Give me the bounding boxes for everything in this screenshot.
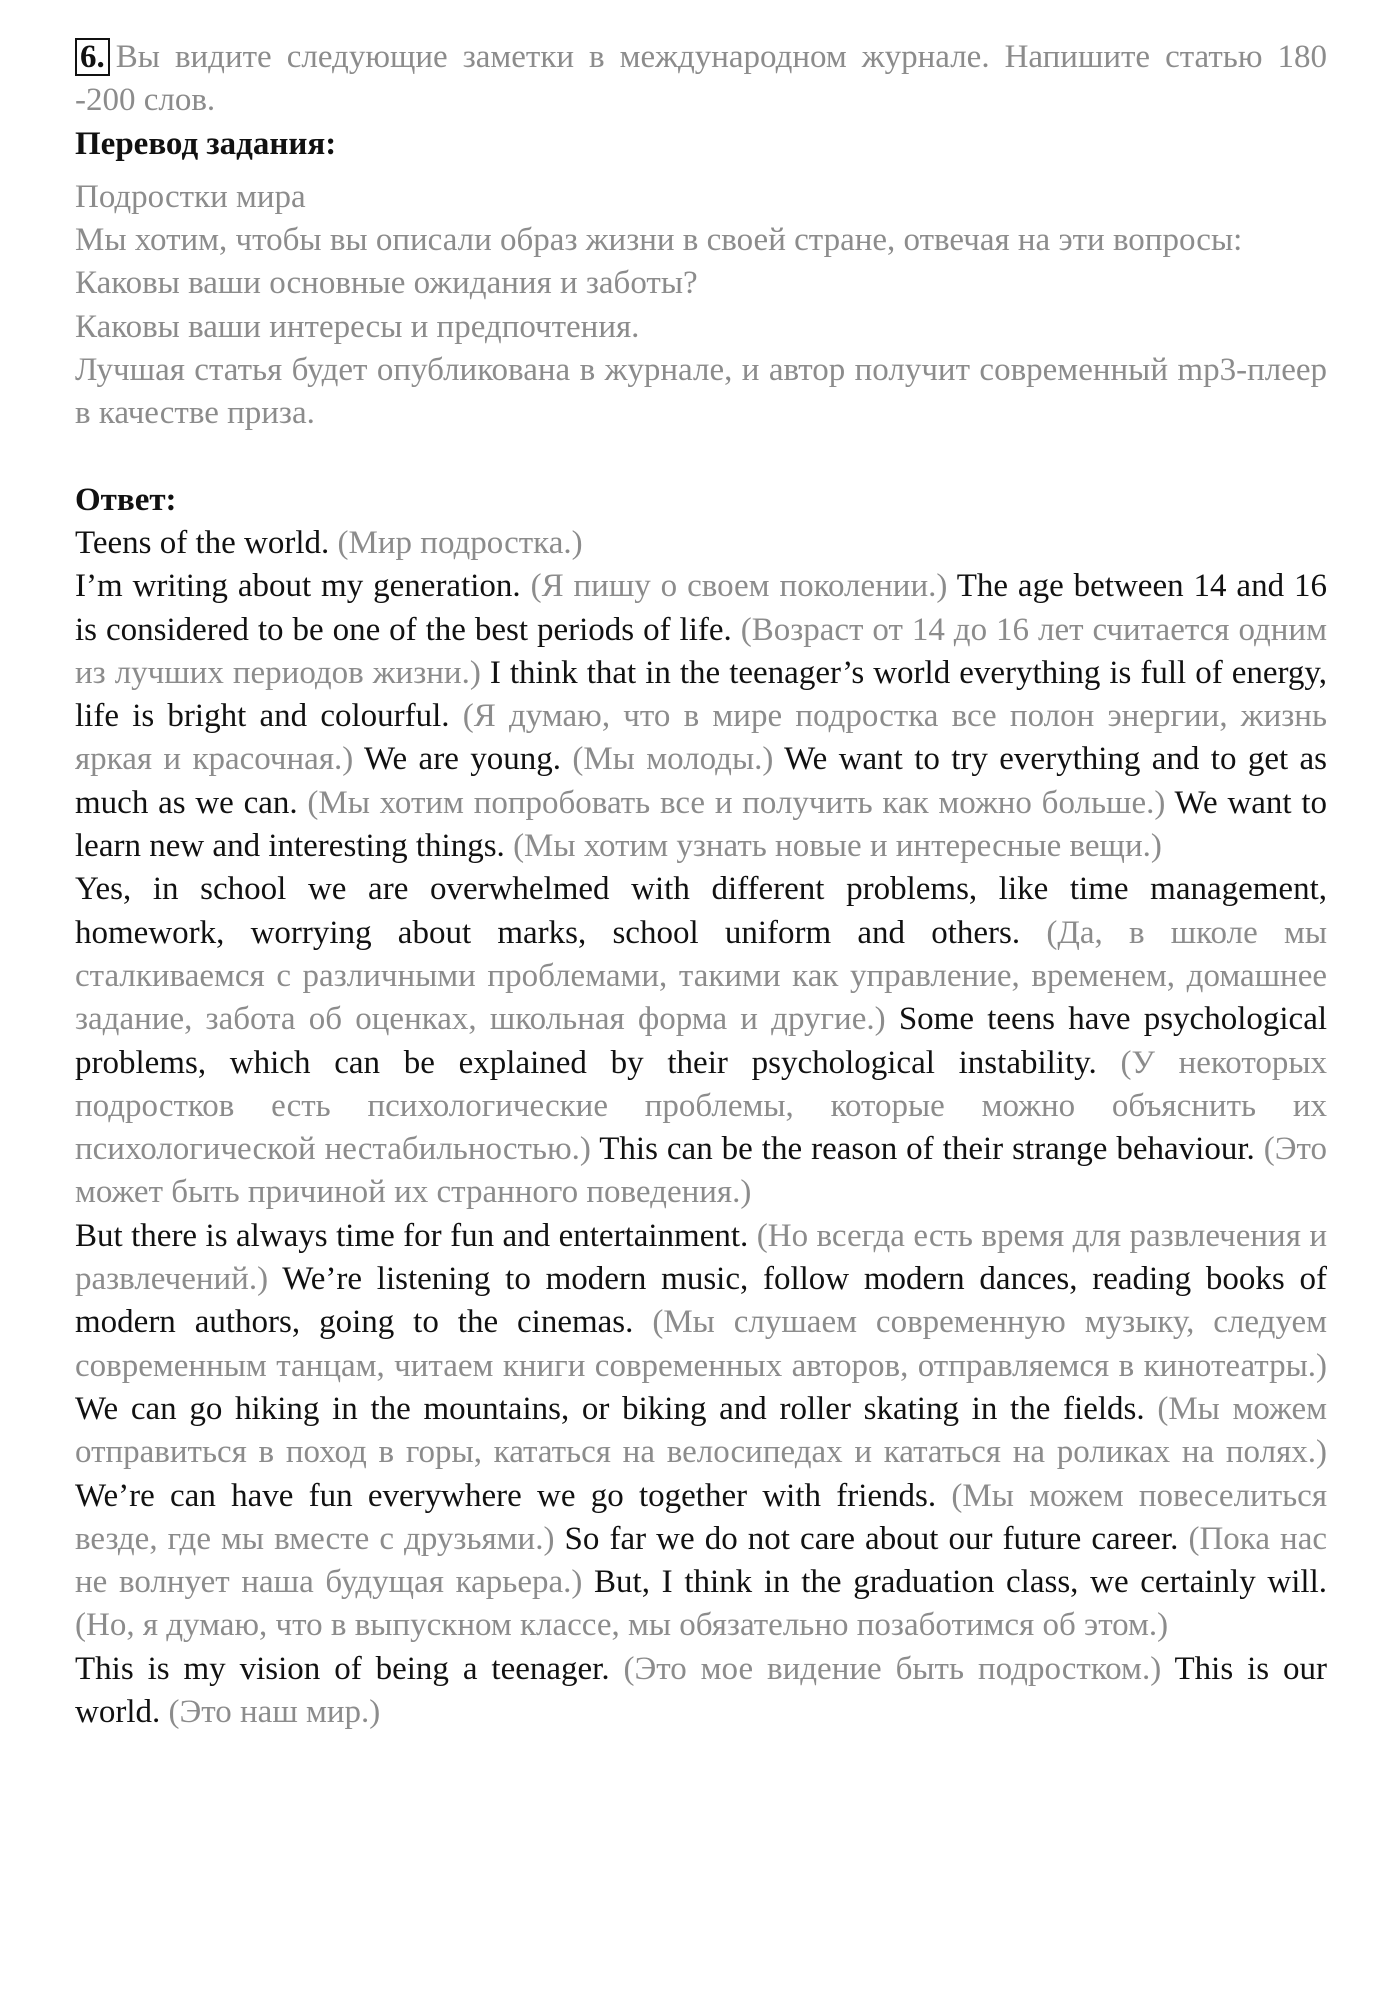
russian-translation: (Мы хотим узнать новые и интересные вещи.) xyxy=(513,828,1162,865)
english-sentence: We’re can have fun everywhere we go together with friends. xyxy=(75,1477,937,1514)
english-sentence: So far we do not care about our future career. xyxy=(564,1520,1179,1557)
english-sentence: We want to try everything and to get as much as we can. xyxy=(75,741,1328,821)
english-sentence: But there is always time for fun and entertainment. xyxy=(75,1217,749,1254)
russian-translation: (Мы хотим попробовать все и получить как можно больше.) xyxy=(307,784,1166,821)
english-sentence: I think that in the teenager’s world everything is full of energy, life is bright and colourful. xyxy=(75,654,1327,735)
russian-translation: (Пока нас не волнует наша будущая карьера.) xyxy=(75,1520,1327,1601)
translation-line: Каковы ваши интересы и предпочтения. xyxy=(75,308,640,345)
answer-heading: Ответ: xyxy=(75,481,177,518)
answer-body xyxy=(75,522,1327,1734)
page xyxy=(75,36,1327,1734)
english-sentence: We’re listening to modern music, follow modern dances, reading books of modern authors, going to the cinemas. xyxy=(75,1261,1327,1341)
english-sentence: Yes, in school we are overwhelmed with different problems, like time management, homework, worrying about marks, school uniform and others. xyxy=(75,871,1327,951)
russian-translation: (Мир подростка.) xyxy=(337,524,583,561)
russian-translation: (Возраст от 14 до 16 лет считается одним из лучших периодов жизни.) xyxy=(75,611,1327,691)
task-prompt xyxy=(75,36,1327,123)
translation-line: Подростки мира xyxy=(75,178,306,215)
russian-translation: (Но, я думаю, что в выпускном классе, мы обязательно позаботимся об этом.) xyxy=(75,1607,1169,1644)
answer-paragraph xyxy=(75,1215,1327,1648)
english-sentence: This is my vision of being a teenager. xyxy=(75,1650,610,1687)
task-number: 6. xyxy=(75,38,110,76)
english-sentence: Some teens have psychological problems, which can be explained by their psychological instability. xyxy=(75,1001,1328,1081)
russian-translation: (Мы молоды.) xyxy=(572,741,774,778)
answer-paragraph xyxy=(75,868,1327,1214)
english-sentence: We want to learn new and interesting things. xyxy=(75,784,1328,865)
translation-heading: Перевод задания: xyxy=(75,125,337,162)
russian-translation: (Это мое видение быть подростком.) xyxy=(623,1650,1162,1687)
task-prompt-text: Вы видите следующие заметки в международном журнале. Напишите статью 180 -200 слов. xyxy=(75,39,1327,119)
english-sentence: We can go hiking in the mountains, or biking and roller skating in the fields. xyxy=(75,1390,1145,1427)
russian-translation: (Мы можем отправиться в поход в горы, кататься на велосипедах и кататься на роликах на полях.) xyxy=(75,1390,1327,1471)
english-sentence: This is our world. xyxy=(75,1650,1328,1730)
russian-translation: (У некоторых подростков есть психологические проблемы, которые можно объяснить их психологической нестабильностью.) xyxy=(75,1044,1327,1168)
translation-line: Лучшая статья будет опубликована в журнале, и автор получит современный mp3-плеер в качестве приза. xyxy=(75,352,1327,432)
english-sentence: But, I think in the graduation class, we certainly will. xyxy=(594,1564,1327,1601)
answer-paragraph xyxy=(75,565,1327,868)
english-sentence: This can be the reason of their strange behaviour. xyxy=(599,1131,1255,1168)
russian-translation: (Я думаю, что в мире подростка все полон энергии, жизнь яркая и красочная.) xyxy=(75,698,1328,778)
russian-translation: (Я пишу о своем поколении.) xyxy=(530,568,948,605)
english-sentence: I’m writing about my generation. xyxy=(75,568,521,605)
answer-paragraph xyxy=(75,522,1327,565)
russian-translation: (Мы слушаем современную музыку, следуем современным танцам, читаем книги современных авторов, отправляемся в кинотеатры.) xyxy=(75,1304,1327,1384)
translation-line: Каковы ваши основные ожидания и заботы? xyxy=(75,265,698,302)
translation-block xyxy=(75,176,1327,436)
russian-translation: (Да, в школе мы сталкиваемся с различными проблемами, такими как управление, временем, домашнее задание, забота об оценках, школьная форма и другие.) xyxy=(75,914,1327,1038)
russian-translation: (Это наш мир.) xyxy=(168,1693,381,1730)
english-sentence: The age between 14 and 16 is considered to be one of the best periods of life. xyxy=(75,568,1327,648)
russian-translation: (Мы можем повеселиться везде, где мы вместе с друзьями.) xyxy=(75,1477,1328,1557)
english-sentence: We are young. xyxy=(364,741,561,778)
russian-translation: (Но всегда есть время для развлечения и развлечений.) xyxy=(75,1217,1328,1298)
russian-translation: (Это может быть причиной их странного поведения.) xyxy=(75,1131,1328,1211)
answer-paragraph xyxy=(75,1648,1327,1735)
english-sentence: Teens of the world. xyxy=(75,524,330,561)
translation-line: Мы хотим, чтобы вы описали образ жизни в своей стране, отвечая на эти вопросы: xyxy=(75,222,1243,259)
